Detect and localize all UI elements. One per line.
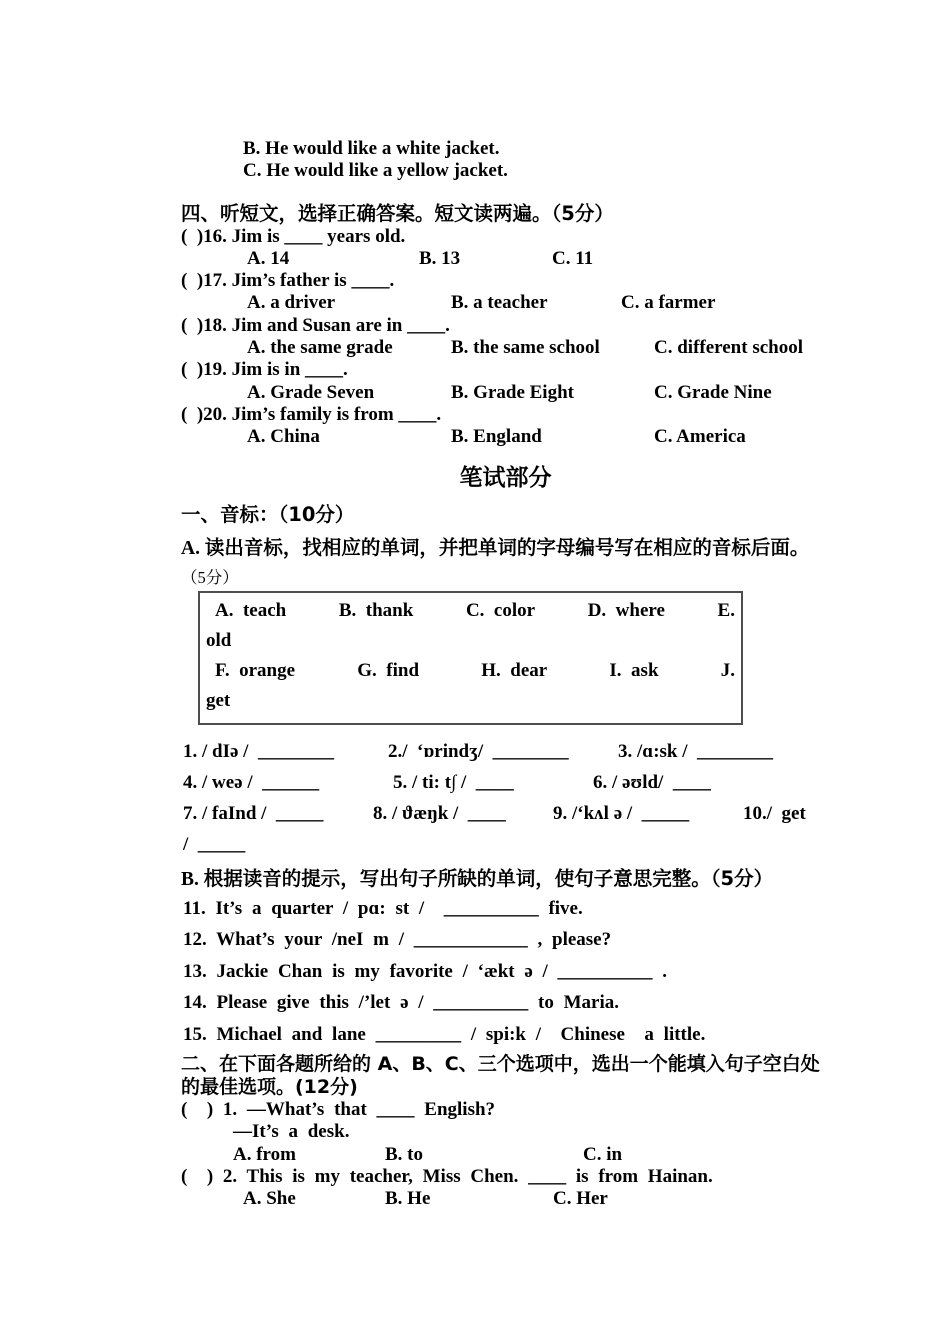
word-dear: H. dear	[481, 659, 548, 681]
q16-options	[181, 248, 830, 270]
phonetics-heading: 一、音标：（10分）	[181, 502, 355, 526]
phonetic-line3	[183, 798, 830, 829]
word-j-label: J.	[720, 659, 735, 681]
spelling-item-14: 14. Please give this /’let ə / __________ to Maria.	[183, 992, 620, 1014]
phonetic-item-8: 8. / ϑæŋk / ____	[373, 802, 506, 824]
q19-option-a: A. Grade Seven	[247, 381, 375, 403]
choice-q1-option-a: A. from	[233, 1143, 296, 1165]
q17-option-b: B. a teacher	[451, 292, 548, 314]
q16-option-a: A. 14	[247, 247, 290, 269]
q17-stem: ( )17. Jim’s father is ____.	[181, 270, 395, 292]
phonetic-item-10: 10./ get	[743, 802, 806, 824]
q19-options	[181, 382, 830, 404]
q20-option-b: B. England	[451, 426, 542, 448]
spelling-item-15: 15. Michael and lane _________ / spi:k / Chinese a little.	[183, 1023, 706, 1045]
phonetics-instruction	[181, 535, 830, 561]
q17-options	[181, 292, 830, 314]
phonetics-score: （5分）	[181, 567, 239, 587]
phonetic-item-1: 1. / dIə / ________	[183, 740, 334, 762]
q17-option-c: C. a farmer	[621, 292, 716, 314]
phonetic-line2	[183, 767, 830, 798]
q18-option-a: A. the same grade	[247, 337, 393, 359]
word-thank: B. thank	[338, 599, 414, 621]
choice-q2-option-b: B. He	[385, 1188, 431, 1210]
choice-q1-option-c: C. in	[583, 1143, 623, 1165]
phonetic-item-3: 3. /ɑ:sk / ________	[618, 740, 774, 762]
q19-option-b: B. Grade Eight	[451, 381, 574, 403]
phonetic-item-2: 2./ ‘ɒrindʒ/ ________	[388, 740, 569, 762]
carryover-option-b: B. He would like a white jacket.	[243, 138, 500, 159]
phonetic-line1	[183, 736, 830, 767]
spelling-item-11: 11. It’s a quarter / pɑ: st / __________ five.	[183, 897, 583, 919]
q18-option-b: B. the same school	[451, 337, 600, 359]
phonetic-item-10-wrap: / _____	[183, 833, 246, 855]
q18-option-c: C. different school	[654, 337, 803, 359]
q20-option-c: C. America	[654, 426, 746, 448]
word-bank-row2	[200, 656, 738, 686]
q20-stem: ( )20. Jim’s family is from ____.	[181, 403, 442, 425]
phonetics-instruction-text: 读出音标，找相应的单词，并把单词的字母编号写在相应的音标后面。	[204, 535, 810, 559]
written-part-title: 笔试部分	[459, 464, 552, 491]
carryover-option-c: C. He would like a yellow jacket.	[243, 160, 508, 182]
word-teach: A. teach	[215, 599, 287, 621]
listening-section-heading	[181, 202, 830, 226]
choice-q1-option-b: B. to	[385, 1143, 423, 1165]
q18-stem: ( )18. Jim and Susan are in ____.	[181, 314, 450, 336]
q19-stem: ( )19. Jim is in ____.	[181, 359, 348, 381]
phonetics-instruction-label: A.	[181, 537, 205, 559]
choice-q2-stem: ( ) 2. This is my teacher, Miss Chen. ____ is from Hainan.	[181, 1165, 713, 1187]
q19-option-c: C. Grade Nine	[654, 381, 772, 403]
choice-q2-option-a: A. She	[243, 1188, 296, 1210]
phonetic-line4	[183, 829, 830, 860]
q18-options	[181, 337, 830, 359]
word-get: get	[206, 689, 231, 711]
q16-option-c: C. 11	[552, 247, 594, 269]
listening-heading-emphasis: 选择正确答案	[298, 201, 416, 225]
q17-option-a: A. a driver	[247, 292, 336, 314]
q16-option-b: B. 13	[419, 247, 461, 269]
word-old: old	[206, 629, 232, 651]
listening-heading-suffix: 。短文读两遍。（5分）	[415, 201, 614, 225]
phonetic-items	[181, 736, 830, 860]
phonetic-item-7: 7. / faInd / _____	[183, 802, 324, 824]
word-find: G. find	[357, 659, 420, 681]
word-ask: I. ask	[609, 659, 659, 681]
word-where: D. where	[587, 599, 665, 621]
word-bank-box	[198, 591, 743, 725]
choice-q2-option-c: C. Her	[553, 1188, 608, 1210]
choice-heading-line1: 二、在下面各题所给的 A、B、C、三个选项中，选出一个能填入句子空白处	[181, 1053, 820, 1076]
phonetic-item-4: 4. / weə / ______	[183, 771, 320, 793]
word-orange: F. orange	[215, 659, 296, 681]
spelling-item-13: 13. Jackie Chan is my favorite / ‘ækt ə / __________ .	[183, 960, 668, 982]
choice-q2-options	[181, 1188, 830, 1210]
choice-q1-stem: ( ) 1. —What’s that ____ English?	[181, 1099, 496, 1121]
spelling-heading-text: 根据读音的提示，写出句子所缺的单词，使句子意思完整。（5分）	[203, 866, 774, 890]
word-bank-row1	[200, 596, 738, 626]
choice-q1-reply: —It’s a desk.	[233, 1121, 350, 1143]
phonetic-item-6: 6. / əʊld/ ____	[593, 771, 711, 793]
q16-stem: ( )16. Jim is ____ years old.	[181, 225, 406, 247]
spelling-heading	[181, 865, 830, 893]
spelling-item-12: 12. What’s your /neI m / ____________ , please?	[183, 929, 612, 951]
word-e-label: E.	[717, 599, 735, 621]
listening-heading-prefix: 四、听短文，	[181, 201, 299, 225]
word-color: C. color	[465, 599, 536, 621]
q20-options	[181, 426, 830, 448]
choice-q1-options	[181, 1144, 830, 1166]
choice-heading-line2: 的最佳选项。(12分)	[181, 1076, 358, 1099]
spelling-heading-label: B.	[181, 868, 204, 890]
q20-option-a: A. China	[247, 426, 320, 448]
phonetic-item-5: 5. / ti: t∫ / ____	[393, 771, 514, 793]
phonetic-item-9: 9. /‘kʌl ə / _____	[553, 802, 690, 824]
